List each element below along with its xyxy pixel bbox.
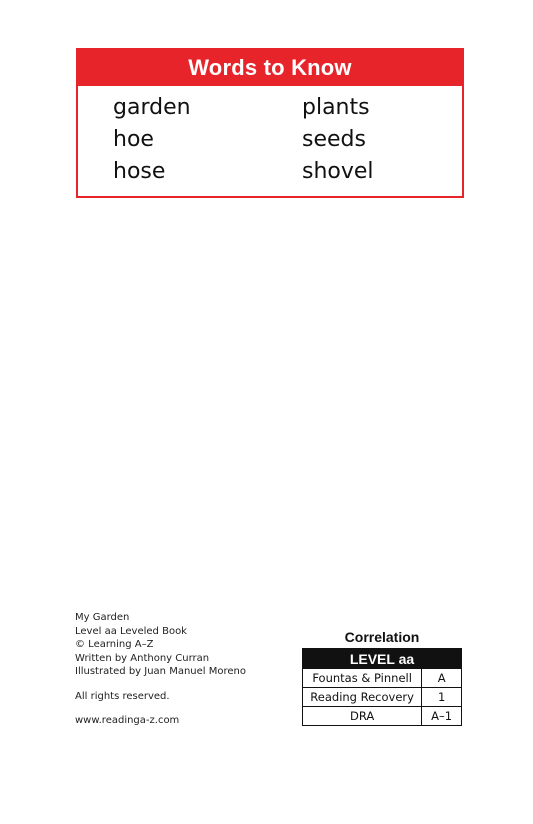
vocab-word: seeds <box>302 127 366 152</box>
copyright-line: © Learning A–Z <box>75 639 154 650</box>
table-row <box>303 669 462 688</box>
words-to-know-box <box>76 48 464 198</box>
vocab-word: hose <box>113 159 166 184</box>
level-cell: A–1 <box>422 707 462 726</box>
book-title: My Garden <box>75 612 130 623</box>
system-cell: Fountas & Pinnell <box>303 669 422 688</box>
correlation-title: Correlation <box>344 629 420 645</box>
author-line: Written by Anthony Curran <box>75 652 210 664</box>
correlation-table <box>302 648 462 726</box>
words-to-know-list <box>78 86 462 194</box>
correlation-section <box>302 629 462 726</box>
level-line: Level aa Leveled Book <box>75 625 187 637</box>
level-header: LEVEL aa <box>303 649 462 669</box>
rights-line: All rights reserved. <box>75 690 170 702</box>
table-row <box>303 707 462 726</box>
words-to-know-title: Words to Know <box>78 50 462 86</box>
words-left-column <box>113 92 191 188</box>
vocab-word: hoe <box>113 127 154 152</box>
book-credits <box>75 611 246 728</box>
vocab-word: garden <box>113 95 191 120</box>
system-cell: Reading Recovery <box>303 688 422 707</box>
level-cell: A <box>422 669 462 688</box>
level-cell: 1 <box>422 688 462 707</box>
words-right-column <box>302 92 374 188</box>
website-link[interactable]: www.readinga-z.com <box>75 715 180 726</box>
table-row <box>303 688 462 707</box>
vocab-word: plants <box>302 95 370 120</box>
illustrator-line: Illustrated by Juan Manuel Moreno <box>75 666 246 677</box>
system-cell: DRA <box>303 707 422 726</box>
vocab-word: shovel <box>302 159 374 184</box>
